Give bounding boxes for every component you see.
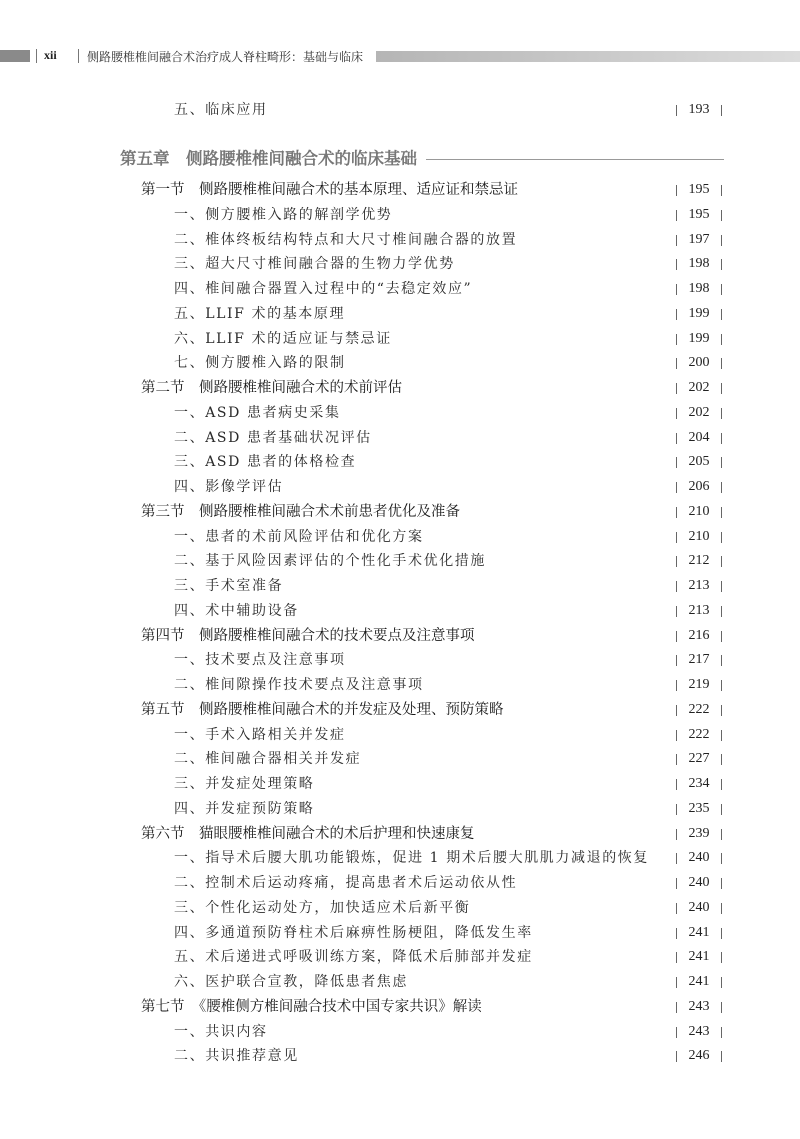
toc-section-label: 第七节 《腰椎侧方椎间融合技术中国专家共识》解读	[141, 999, 482, 1015]
toc-page-number: 239	[676, 824, 722, 844]
toc-page-number: 240	[676, 848, 722, 868]
toc-section[interactable]	[0, 824, 800, 848]
toc-item[interactable]	[0, 923, 800, 947]
toc-page-number: 212	[676, 551, 722, 571]
toc-page-number: 195	[676, 180, 722, 200]
header-divider	[78, 49, 79, 63]
toc-item-label: 五、术后递进式呼吸训练方案，降低术后肺部并发症	[174, 949, 533, 965]
toc-page-number: 193	[676, 100, 722, 120]
toc-item-label: 一、患者的术前风险评估和优化方案	[174, 529, 424, 545]
toc-item-label: 六、医护联合宣教，降低患者焦虑	[174, 974, 408, 990]
toc-item-label: 二、控制术后运动疼痛，提高患者术后运动依从性	[174, 875, 518, 891]
toc-item[interactable]	[0, 650, 800, 674]
toc-item[interactable]	[0, 848, 800, 872]
toc-item-label: 二、ASD 患者基础状况评估	[174, 430, 372, 446]
header-page-number: xii	[44, 48, 57, 62]
toc-item[interactable]	[0, 477, 800, 501]
toc-page-number: 204	[676, 428, 722, 448]
toc-page-number: 222	[676, 700, 722, 720]
toc-page-number: 195	[676, 205, 722, 225]
toc-item-label: 七、侧方腰椎入路的限制	[174, 355, 346, 371]
toc-section-label: 第四节 侧路腰椎椎间融合术的技术要点及注意事项	[141, 628, 475, 644]
toc-page-number: 197	[676, 230, 722, 250]
toc-item[interactable]	[0, 205, 800, 229]
toc-item[interactable]	[0, 972, 800, 996]
toc-item-label: 四、并发症预防策略	[174, 801, 315, 817]
toc-item[interactable]	[0, 601, 800, 625]
toc-item-label: 一、技术要点及注意事项	[174, 652, 346, 668]
toc-page-number: 227	[676, 749, 722, 769]
chapter-rule	[426, 159, 724, 160]
toc-item-label: 三、超大尺寸椎间融合器的生物力学优势	[174, 256, 455, 272]
toc-item[interactable]	[0, 1046, 800, 1070]
toc-page-number: 198	[676, 254, 722, 274]
toc-item-label: 二、椎间融合器相关并发症	[174, 751, 362, 767]
toc-section[interactable]	[0, 700, 800, 724]
toc-item[interactable]	[0, 100, 800, 124]
toc-item-label: 四、影像学评估	[174, 479, 284, 495]
toc-page-number: 246	[676, 1046, 722, 1066]
toc-item[interactable]	[0, 254, 800, 278]
toc-item-label: 四、多通道预防脊柱术后麻痹性肠梗阻，降低发生率	[174, 925, 533, 941]
toc-page-number: 241	[676, 947, 722, 967]
toc-page-number: 243	[676, 1022, 722, 1042]
toc-item[interactable]	[0, 576, 800, 600]
toc-page-number: 199	[676, 329, 722, 349]
toc-item[interactable]	[0, 527, 800, 551]
toc-section[interactable]	[0, 997, 800, 1021]
toc-item[interactable]	[0, 329, 800, 353]
toc-page-number: 205	[676, 452, 722, 472]
toc-section-label: 第六节 猫眼腰椎椎间融合术的术后护理和快速康复	[141, 826, 475, 842]
toc-item-label: 三、个性化运动处方，加快适应术后新平衡	[174, 900, 471, 916]
toc-page-number: 199	[676, 304, 722, 324]
toc-item[interactable]	[0, 898, 800, 922]
toc-page-number: 216	[676, 626, 722, 646]
toc-page-number: 240	[676, 898, 722, 918]
toc-item-label: 四、术中辅助设备	[174, 603, 299, 619]
toc-section-label: 第三节 侧路腰椎椎间融合术术前患者优化及准备	[141, 504, 460, 520]
header-bar-right	[376, 51, 800, 62]
toc-page-number: 202	[676, 403, 722, 423]
header-book-title: 侧路腰椎椎间融合术治疗成人脊柱畸形：基础与临床	[87, 50, 364, 64]
toc-page-number: 243	[676, 997, 722, 1017]
toc-item[interactable]	[0, 279, 800, 303]
toc-page-number: 217	[676, 650, 722, 670]
toc-item-label: 一、指导术后腰大肌功能锻炼，促进 1 期术后腰大肌肌力减退的恢复	[174, 850, 650, 866]
toc-item[interactable]	[0, 774, 800, 798]
toc-item[interactable]	[0, 725, 800, 749]
toc-page-number: 206	[676, 477, 722, 497]
toc-item-label: 五、LLIF 术的基本原理	[174, 306, 346, 322]
toc-section-label: 第一节 侧路腰椎椎间融合术的基本原理、适应证和禁忌证	[141, 182, 518, 198]
toc-item[interactable]	[0, 1022, 800, 1046]
toc-item[interactable]	[0, 230, 800, 254]
toc-page-number: 200	[676, 353, 722, 373]
toc-item[interactable]	[0, 353, 800, 377]
running-header	[0, 48, 800, 66]
toc-item[interactable]	[0, 304, 800, 328]
toc-section[interactable]	[0, 626, 800, 650]
toc-item-label: 一、共识内容	[174, 1024, 268, 1040]
toc-page-number: 219	[676, 675, 722, 695]
toc-page-number: 198	[676, 279, 722, 299]
toc-item-label: 二、基于风险因素评估的个性化手术优化措施	[174, 553, 486, 569]
toc-item[interactable]	[0, 947, 800, 971]
header-bar-left	[0, 50, 30, 62]
toc-page-number: 213	[676, 601, 722, 621]
toc-item-label: 一、ASD 患者病史采集	[174, 405, 341, 421]
toc-section[interactable]	[0, 378, 800, 402]
toc-item[interactable]	[0, 403, 800, 427]
toc-page-number: 213	[676, 576, 722, 596]
chapter-heading[interactable]	[120, 148, 724, 172]
toc-page-number: 241	[676, 923, 722, 943]
toc-item[interactable]	[0, 452, 800, 476]
toc-item-label: 一、手术入路相关并发症	[174, 727, 346, 743]
toc-section[interactable]	[0, 180, 800, 204]
toc-item[interactable]	[0, 873, 800, 897]
toc-item-label: 六、LLIF 术的适应证与禁忌证	[174, 331, 392, 347]
toc-item[interactable]	[0, 428, 800, 452]
toc-page-number: 234	[676, 774, 722, 794]
toc-item-label: 二、椎体终板结构特点和大尺寸椎间融合器的放置	[174, 232, 518, 248]
toc-item-label: 三、手术室准备	[174, 578, 284, 594]
toc-section[interactable]	[0, 502, 800, 526]
toc-page-number: 210	[676, 527, 722, 547]
toc-item-label: 二、共识推荐意见	[174, 1048, 299, 1064]
toc-item[interactable]	[0, 675, 800, 699]
toc-section-label: 第二节 侧路腰椎椎间融合术的术前评估	[141, 380, 402, 396]
toc-page-number: 202	[676, 378, 722, 398]
toc-page-number: 240	[676, 873, 722, 893]
toc-item-label: 一、侧方腰椎入路的解剖学优势	[174, 207, 393, 223]
toc-item-label: 五、临床应用	[174, 102, 268, 118]
toc-page-number: 241	[676, 972, 722, 992]
toc-page-number: 210	[676, 502, 722, 522]
toc-item-label: 二、椎间隙操作技术要点及注意事项	[174, 677, 424, 693]
toc-item[interactable]	[0, 799, 800, 823]
toc-page-number: 222	[676, 725, 722, 745]
toc-page-number: 235	[676, 799, 722, 819]
toc-item[interactable]	[0, 749, 800, 773]
toc-item-label: 四、椎间融合器置入过程中的“去稳定效应”	[174, 281, 473, 297]
header-divider	[36, 49, 37, 63]
toc-section-label: 第五节 侧路腰椎椎间融合术的并发症及处理、预防策略	[141, 702, 504, 718]
chapter-title: 第五章 侧路腰椎椎间融合术的临床基础	[120, 149, 417, 168]
toc-item-label: 三、ASD 患者的体格检查	[174, 454, 357, 470]
toc-item-label: 三、并发症处理策略	[174, 776, 315, 792]
toc-item[interactable]	[0, 551, 800, 575]
